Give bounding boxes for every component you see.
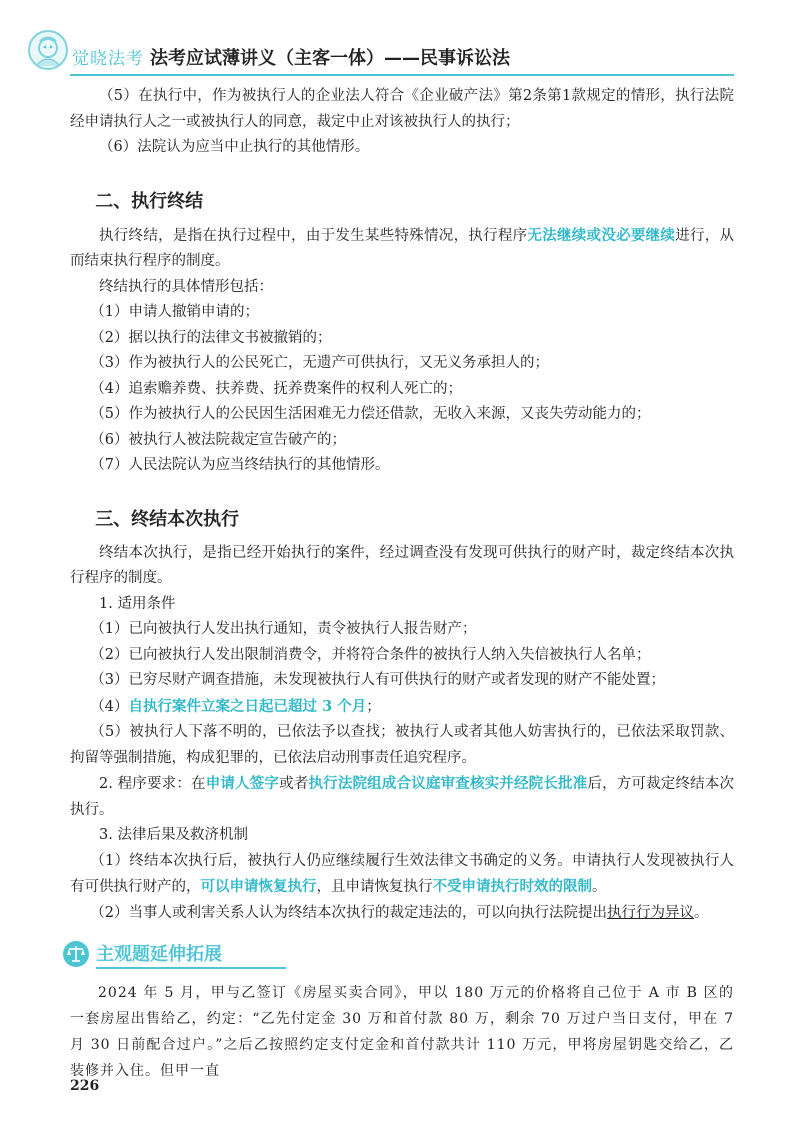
- subheading: 3. 法律后果及救济机制: [99, 827, 248, 843]
- banner-underline: [96, 967, 286, 969]
- list-item: （3）已穷尽财产调查措施，未发现被执行人有可供执行的财产或者发现的财产不能处置；: [90, 672, 666, 688]
- case-text-block: [70, 980, 734, 1084]
- highlight-text: 可以申请恢复执行: [200, 878, 317, 895]
- judge-face-icon: [28, 30, 68, 70]
- list-item: （4）自执行案件立案之日起已超过 3 个月；: [90, 697, 381, 715]
- brand-name: 觉晓法考: [72, 49, 144, 69]
- list-item: （7）人民法院认为应当终结执行的其他情形。: [90, 457, 390, 473]
- section2-intro: 终结执行的具体情形包括：: [99, 278, 273, 295]
- section-heading: 三、终结本次执行: [95, 508, 240, 530]
- list-item: （5）被执行人下落不明的，已依法予以查找；被执行人或者其他人妨害执行的，已依法采取罚款、拘留等强制措施，构成犯罪的，已依法启动刑事责任追究程序。: [70, 724, 734, 766]
- highlight-text: 自执行案件立案之日起已超过 3 个月: [128, 697, 367, 715]
- list-item: （1）申请人撤销申请的；: [90, 304, 260, 320]
- page-content: [70, 84, 734, 1084]
- page-header: [0, 0, 800, 80]
- list-item: （1）已向被执行人发出执行通知，责令被执行人报告财产；: [90, 621, 477, 637]
- highlight-text: 申请人签字: [205, 775, 280, 792]
- page-number: 226: [70, 1078, 100, 1094]
- highlight-text: 无法继续或没必要继续: [527, 226, 676, 244]
- list-item: （5）作为被执行人的公民因生活困难无力偿还借款，无收入来源，又丧失劳动能力的；: [90, 406, 651, 422]
- section-heading: 二、执行终结: [95, 190, 204, 212]
- section2-definition: 执行终结，是指在执行过程中，由于发生某些特殊情况，执行程序无法继续或没必要继续进行，从而结束执行程序的制度。: [70, 226, 735, 269]
- book-title: 法考应试薄讲义（主客一体）——民事诉讼法: [150, 48, 510, 69]
- header-rule: [70, 74, 734, 76]
- procedure-requirement: 2. 程序要求：在申请人签字或者执行法院组成合议庭审查核实并经院长批准后，方可裁定终结本次执行。: [70, 775, 735, 818]
- intro-item: （5）在执行中，作为被执行人的企业法人符合《企业破产法》第2条第1款规定的情形，执行法院经申请执行人之一或被执行人的同意，裁定中止对该被执行人的执行；: [70, 88, 734, 130]
- scales-icon: [62, 940, 90, 968]
- list-item: （2）已向被执行人发出限制消费令，并将符合条件的被执行人纳入失信被执行人名单；: [90, 646, 651, 663]
- list-item: （3）作为被执行人的公民死亡，无遗产可供执行，又无义务承担人的；: [90, 355, 550, 371]
- underlined-text: 执行行为异议: [607, 904, 695, 921]
- extension-banner: [62, 940, 734, 970]
- subheading: 1. 适用条件: [99, 595, 176, 612]
- section3-definition: 终结本次执行，是指已经开始执行的案件，经过调查没有发现可供执行的财产时，裁定终结本次执行程序的制度。: [70, 544, 734, 586]
- highlight-text: 执行法院组成合议庭审查核实并经院长批准: [308, 775, 588, 792]
- case-paragraph: 2024 年 5 月，甲与乙签订《房屋买卖合同》，甲以 180 万元的价格将自己位于 A 市 B 区的一套房屋出售给乙，约定：“乙先付定金 30 万和首付款 80 万，剩余 70 万过户当日支付，甲在 7 月 30 日前配合过户。”之后乙按照约定支付定金和首付款共计 110 万元，甲将房屋钥匙交给乙，乙装修并入住。但甲一直: [70, 985, 734, 1079]
- highlight-text: 不受申请执行时效的限制: [432, 878, 592, 895]
- list-item: （2）据以执行的法律文书被撤销的；: [90, 329, 332, 346]
- list-item: （1）终结本次执行后，被执行人仍应继续履行生效法律文书确定的义务。申请执行人发现被执行人有可供执行财产的，可以申请恢复执行，且申请恢复执行不受申请执行时效的限制。: [70, 852, 734, 895]
- list-item: （4）追索赡养费、扶养费、抚养费案件的权利人死亡的；: [90, 380, 463, 397]
- list-item: （2）当事人或利害关系人认为终结本次执行的裁定违法的，可以向执行法院提出执行行为异议。: [90, 904, 709, 921]
- banner-title: 主观题延伸拓展: [96, 944, 222, 965]
- intro-item: （6）法院认为应当中止执行的其他情形。: [99, 139, 370, 155]
- list-item: （6）被执行人被法院裁定宣告破产的；: [90, 431, 347, 448]
